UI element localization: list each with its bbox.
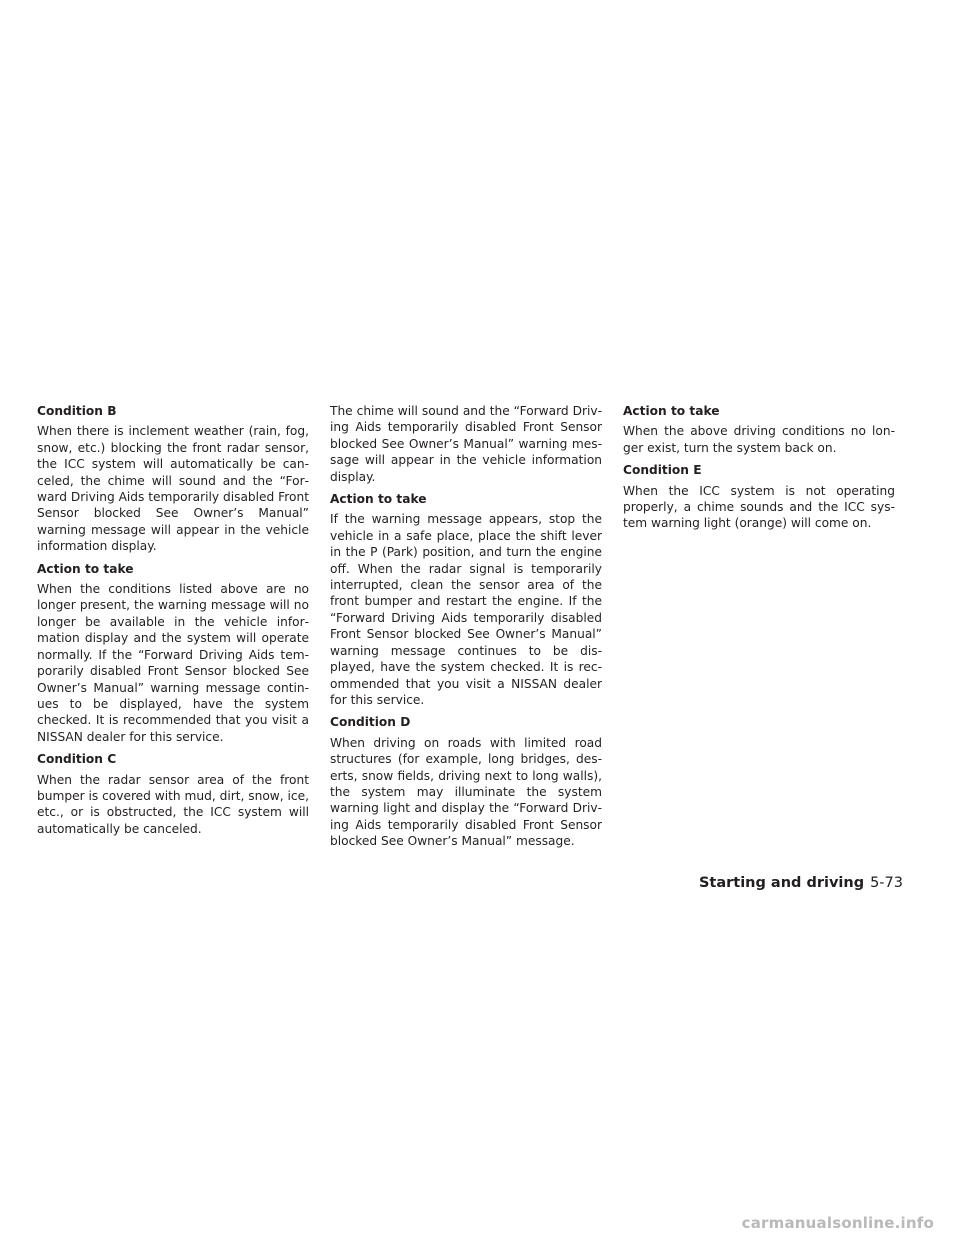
page-footer <box>699 873 903 893</box>
paragraph: The chime will sound and the “Forward Driving Aids temporarily disabled Front Sensor blocked See Owner’s Manual” warning message will appear in the vehicle information display. <box>330 404 602 484</box>
paragraph: If the warning message appears, stop the vehicle in a safe place, place the shift lever in the P (Park) position, and turn the engine off. When the radar signal is temporarily interrupted, clean the sensor area of the front bumper and restart the engine. If the “Forward Driving Aids temporarily disabled Front Sensor blocked See Owner’s Manual” warning message continues to be displayed, have the system checked. It is recommended that you visit a NISSAN dealer for this service. <box>330 512 602 707</box>
paragraph: When the above driving conditions no longer exist, turn the system back on. <box>623 424 895 455</box>
heading-condition-c: Condition C <box>37 752 117 767</box>
heading-condition-e: Condition E <box>623 463 702 478</box>
heading-condition-d: Condition D <box>330 715 411 730</box>
text-column-2 <box>330 403 602 850</box>
text-column-3 <box>623 403 895 532</box>
footer-section-title: Starting and driving <box>698 875 865 891</box>
heading-action-to-take: Action to take <box>37 561 134 576</box>
paragraph: When driving on roads with limited road structures (for example, long bridges, deserts, snow fields, driving next to long walls), the system may illuminate the system warning light and display the “Forward Driving Aids temporarily disabled Front Sensor blocked See Owner’s Manual” message. <box>330 735 602 849</box>
paragraph: When the conditions listed above are no longer present, the warning message will no longer be available in the vehicle information display and the system will operate normally. If the “Forward Driving Aids temporarily disabled Front Sensor blocked See Owner’s Manual” warning message continues to be displayed, have the system checked. It is recommended that you visit a NISSAN dealer for this service. <box>37 582 309 744</box>
heading-action-to-take: Action to take <box>330 492 427 507</box>
paragraph: When the radar sensor area of the front bumper is covered with mud, dirt, snow, ice, etc., or is obstructed, the ICC system will automatically be canceled. <box>37 772 309 836</box>
paragraph: When there is inclement weather (rain, fog, snow, etc.) blocking the front radar sensor, the ICC system will automatically be canceled, the chime will sound and the “Forward Driving Aids temporarily disabled Front Sensor blocked See Owner’s Manual” warning message will appear in the vehicle information display. <box>37 424 309 554</box>
page-number: 5-73 <box>870 875 903 891</box>
paragraph: When the ICC system is not operating properly, a chime sounds and the ICC system warning light (orange) will come on. <box>623 483 895 531</box>
heading-action-to-take: Action to take <box>623 404 720 418</box>
watermark: carmanualsonline.info <box>741 1214 934 1232</box>
heading-condition-b: Condition B <box>37 404 117 418</box>
text-column-1 <box>37 403 309 837</box>
